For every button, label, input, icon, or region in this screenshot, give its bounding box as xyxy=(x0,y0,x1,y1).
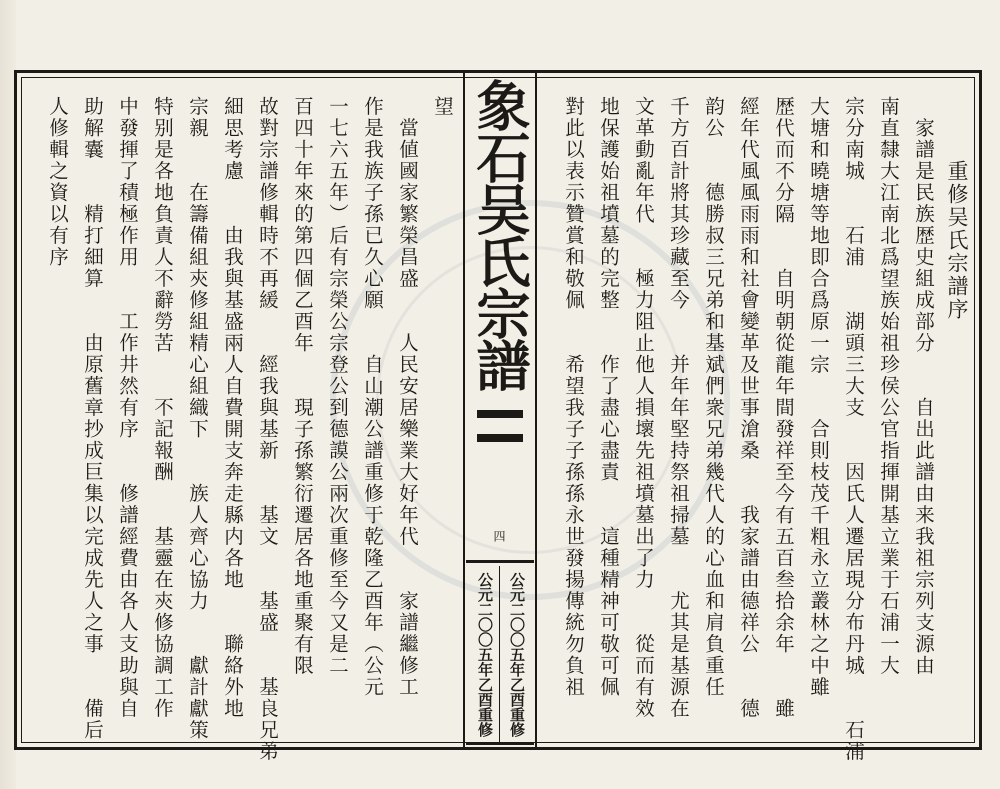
text-column: 作是我族子孫已久心願 自山潮公譜重修于乾隆乙酉年（公元 xyxy=(361,96,384,698)
text-column: 千方百計將其珍藏至今 并年年堅持祭祖掃墓 尤其是基源在 xyxy=(667,96,690,720)
text-column: 望 xyxy=(431,96,454,118)
text-column: 歴代而不分隔 自明朝從龍年間發祥至今有五百叁拾余年 雖 xyxy=(772,96,795,720)
spine-divider xyxy=(499,566,500,742)
spine-note-right: 公元二〇〇五年乙酉重修 xyxy=(508,572,526,737)
text-column: 特别是各地負責人不辭勞苦 不記報酬 基靈在㚒修協調工作 xyxy=(151,96,174,720)
spine-note-left: 公元二〇〇五年乙酉重修 xyxy=(476,572,494,737)
text-column: 大塘和曉塘等地即合爲原一宗 合則枝茂千粗永立叢林之中雖 xyxy=(807,96,830,698)
text-column: 韵公 德勝叔三兄弟和基斌們衆兄弟幾代人的心血和肩負重任 xyxy=(702,96,725,698)
text-column: 百四十年來的第四個乙酉年 現子孫繁衍遷居各地重聚有限 xyxy=(291,96,314,677)
text-column: 南直隸大江南北爲望族始祖珍侯公官指揮開基立業于石浦一大 xyxy=(877,96,900,677)
spine-rule-top xyxy=(466,560,534,563)
text-column: 細思考慮 由我與基盛兩人自費開支奔走縣内各地 聯絡外地 xyxy=(221,96,244,720)
text-column: 宗親 在籌備組㚒修組精心組織下 族人齊心協力 獻計獻策 xyxy=(186,96,209,741)
preface-heading: 重修吴氏宗譜序 xyxy=(945,160,969,321)
text-column: 對此以表示贊賞和敬佩 希望我子子孫孫永世發揚傳統勿負祖 xyxy=(562,96,585,698)
text-column: 一七六五年）后有宗榮公宗登公到德謨公兩次重修至今又是二 xyxy=(326,96,349,677)
text-column: 故對宗譜修輯時不再緩 經我與基新 基文 基盛 基良兄弟 xyxy=(256,96,279,763)
fish-tail-mark xyxy=(477,410,523,442)
text-column: 經年代風風雨雨和社會變革及世事滄桑 我家譜由德祥公 德 xyxy=(737,96,760,720)
text-column: 地保護始祖墳墓的完整 作了盡心盡責 這種精神可敬可佩 xyxy=(597,96,620,698)
spine-title: 象石吴氏宗譜 xyxy=(468,78,532,390)
text-column: 人修輯之資以有序 xyxy=(46,96,69,268)
text-column: 宗分南城 石浦 湖頭三大支 因氏人遷居現分布丹城 石浦 xyxy=(842,96,865,763)
page-number: 四 xyxy=(492,530,506,542)
text-column: 文革動亂年代 極力阻止他人損壞先祖墳墓出了力 從而有效 xyxy=(632,96,655,720)
text-column: 助解囊 精打細算 由原舊章抄成巨集以完成先人之事 備后 xyxy=(81,96,104,741)
text-column: 中發揮了積極作用 工作井然有序 修譜經費由各人支助與自 xyxy=(116,96,139,720)
spine-rule-bottom xyxy=(466,742,534,745)
text-column: 家譜是民族歴史組成部分 自出此譜由来我祖宗列支源由 xyxy=(912,96,935,677)
text-column: 當値國家繁榮昌盛 人民安居樂業大好年代 家譜繼修工 xyxy=(396,96,419,698)
